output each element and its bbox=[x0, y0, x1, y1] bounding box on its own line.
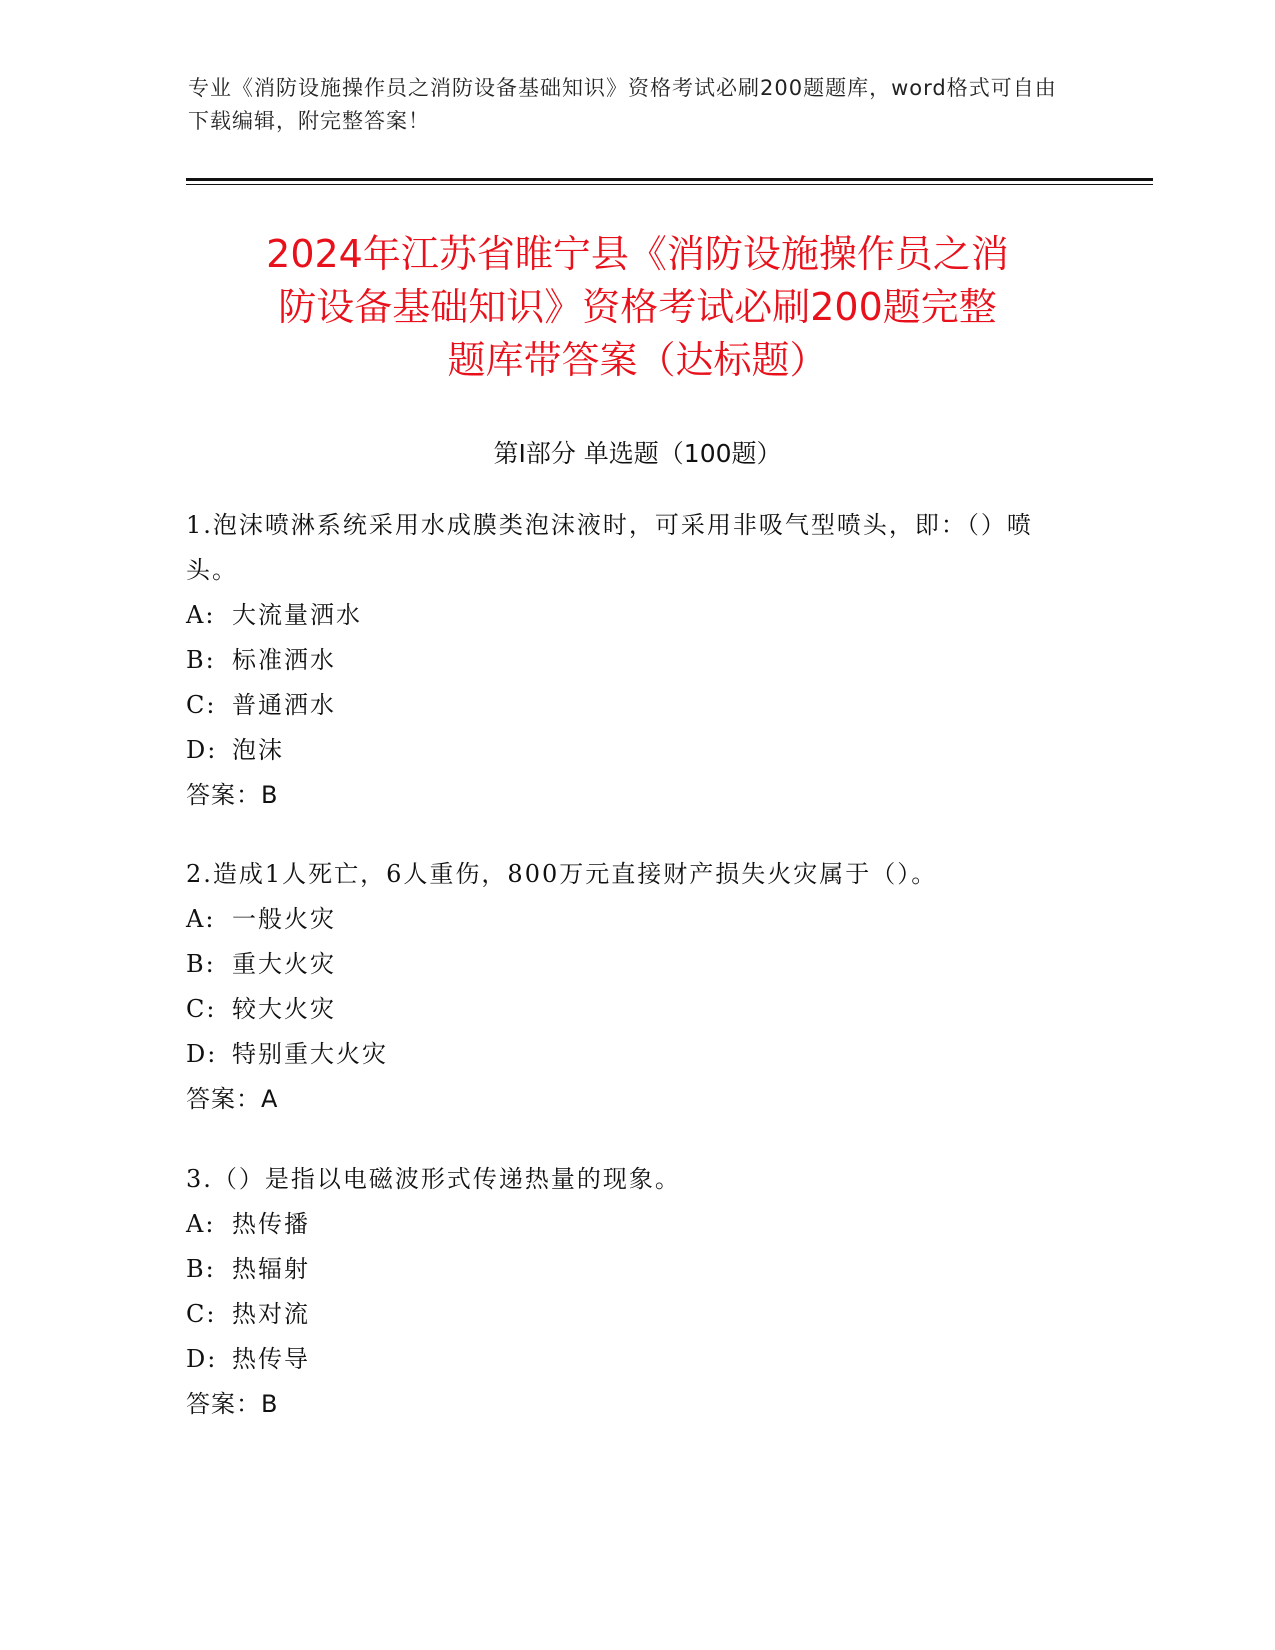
question-2 bbox=[186, 852, 1066, 1122]
option-text: 重大火灾 bbox=[232, 950, 336, 978]
option-key: C: bbox=[186, 1300, 217, 1328]
option-key: B: bbox=[186, 950, 216, 978]
header-note: 专业《消防设施操作员之消防设备基础知识》资格考试必刷200题题库，word格式可自由下载编辑，附完整答案！ bbox=[188, 76, 1057, 133]
option-key: D: bbox=[186, 736, 218, 764]
option-a bbox=[186, 593, 1066, 638]
option-text: 较大火灾 bbox=[232, 995, 336, 1023]
option-c bbox=[186, 683, 1066, 728]
title-line-3: 题库带答案（达标题） bbox=[447, 338, 828, 382]
option-a bbox=[186, 897, 1066, 942]
option-b bbox=[186, 638, 1066, 683]
option-text: 泡沫 bbox=[232, 736, 284, 764]
option-text: 一般火灾 bbox=[232, 905, 336, 933]
option-c bbox=[186, 1292, 1066, 1337]
question-3 bbox=[186, 1157, 1066, 1427]
option-key: C: bbox=[186, 691, 217, 719]
option-key: D: bbox=[186, 1040, 218, 1068]
document-title bbox=[170, 228, 1105, 387]
option-text: 热辐射 bbox=[232, 1255, 310, 1283]
option-text: 热传导 bbox=[232, 1345, 310, 1373]
question-stem: 3.（）是指以电磁波形式传递热量的现象。 bbox=[186, 1165, 681, 1193]
question-stem: 2.造成1人死亡，6人重伤，800万元直接财产损失火灾属于（）。 bbox=[186, 860, 938, 888]
option-d bbox=[186, 1032, 1066, 1077]
section-heading: 第I部分 单选题（100题） bbox=[493, 439, 782, 468]
option-key: D: bbox=[186, 1345, 218, 1373]
title-line-2: 防设备基础知识》资格考试必刷200题完整 bbox=[278, 285, 997, 329]
option-key: B: bbox=[186, 646, 216, 674]
option-text: 热传播 bbox=[232, 1210, 310, 1238]
option-key: A: bbox=[186, 905, 216, 933]
header-divider-thick bbox=[186, 178, 1153, 181]
option-text: 热对流 bbox=[232, 1300, 310, 1328]
answer: 答案：A bbox=[186, 1085, 279, 1113]
question-1 bbox=[186, 503, 1066, 818]
option-b bbox=[186, 1247, 1066, 1292]
option-key: A: bbox=[186, 601, 216, 629]
answer: 答案：B bbox=[186, 781, 279, 809]
option-d bbox=[186, 1337, 1066, 1382]
question-stem: 1.泡沫喷淋系统采用水成膜类泡沫液时，可采用非吸气型喷头，即：（）喷头。 bbox=[186, 511, 1033, 584]
option-text: 大流量洒水 bbox=[232, 601, 362, 629]
option-key: C: bbox=[186, 995, 217, 1023]
header-divider-thin bbox=[186, 184, 1153, 185]
option-text: 普通洒水 bbox=[232, 691, 336, 719]
option-b bbox=[186, 942, 1066, 987]
option-text: 特别重大火灾 bbox=[232, 1040, 388, 1068]
answer: 答案：B bbox=[186, 1390, 279, 1418]
option-key: A: bbox=[186, 1210, 216, 1238]
title-line-1: 2024年江苏省睢宁县《消防设施操作员之消 bbox=[266, 232, 1009, 276]
option-a bbox=[186, 1202, 1066, 1247]
option-text: 标准洒水 bbox=[232, 646, 336, 674]
option-d bbox=[186, 728, 1066, 773]
option-key: B: bbox=[186, 1255, 216, 1283]
option-c bbox=[186, 987, 1066, 1032]
